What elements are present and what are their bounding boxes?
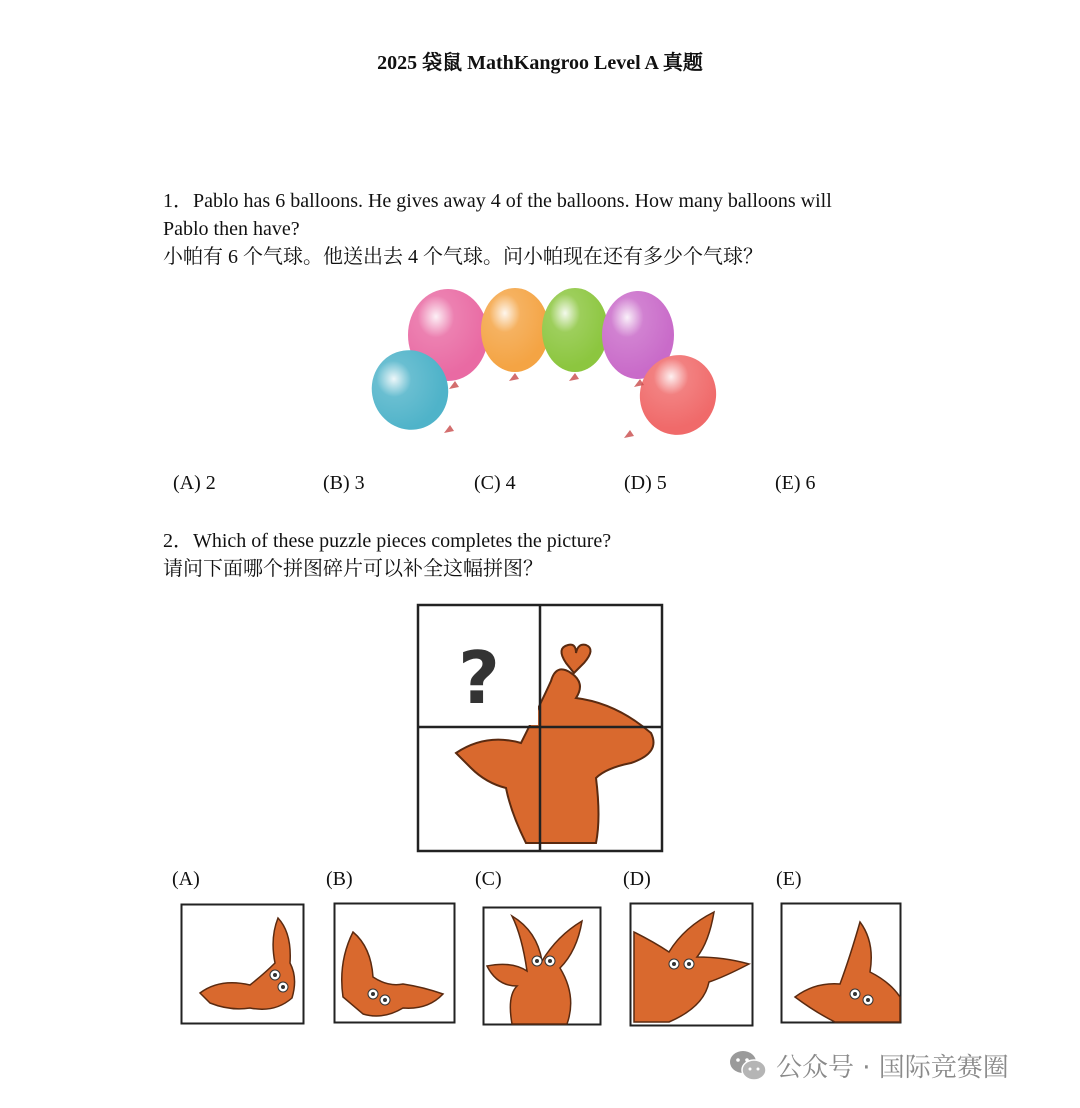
q2-option-e-piece[interactable]	[780, 902, 902, 1024]
q2-option-a-piece[interactable]	[180, 903, 305, 1025]
q1-option-d[interactable]: (D) 5	[624, 472, 667, 494]
q1-text-en-line1: 1．Pablo has 6 balloons. He gives away 4 of the balloons. How many balloons will	[163, 190, 832, 212]
balloon-green	[542, 288, 608, 372]
q2-option-b-label[interactable]: (B)	[326, 868, 353, 890]
q2-text-en: 2．Which of these puzzle pieces completes the picture?	[163, 530, 612, 552]
watermark-text: 公众号 · 国际竞赛圈	[776, 1053, 1009, 1083]
balloon-orange	[481, 288, 549, 372]
q1-text-zh: 小帕有 6 个气球。他送出去 4 个气球。问小帕现在还有多少个气球？	[163, 246, 763, 268]
q1-option-e[interactable]: (E) 6	[775, 472, 816, 494]
q2-option-b-piece[interactable]	[333, 902, 456, 1024]
q2-option-c-label[interactable]: (C)	[475, 868, 502, 890]
q1-text-en-line2: Pablo then have?	[163, 218, 300, 240]
q2-option-c-piece[interactable]	[482, 906, 602, 1026]
q2-option-d-label[interactable]: (D)	[623, 868, 651, 890]
watermark	[728, 1047, 1009, 1084]
q2-text-zh: 请问下面哪个拼图碎片可以补全这幅拼图？	[163, 558, 543, 580]
q1-option-a[interactable]: (A) 2	[173, 472, 216, 494]
q2-option-a-label[interactable]: (A)	[172, 868, 200, 890]
question-mark: ?	[458, 636, 500, 720]
q2-option-e-label[interactable]: (E)	[776, 868, 802, 890]
q2-option-d-piece[interactable]	[629, 902, 754, 1027]
q1-option-c[interactable]: (C) 4	[474, 472, 516, 494]
page-title: 2025 袋鼠 MathKangroo Level A 真题	[377, 52, 703, 74]
puzzle-grid	[416, 603, 664, 853]
balloons-image	[360, 285, 730, 445]
wechat-icon	[728, 1049, 768, 1083]
q1-option-b[interactable]: (B) 3	[323, 472, 365, 494]
